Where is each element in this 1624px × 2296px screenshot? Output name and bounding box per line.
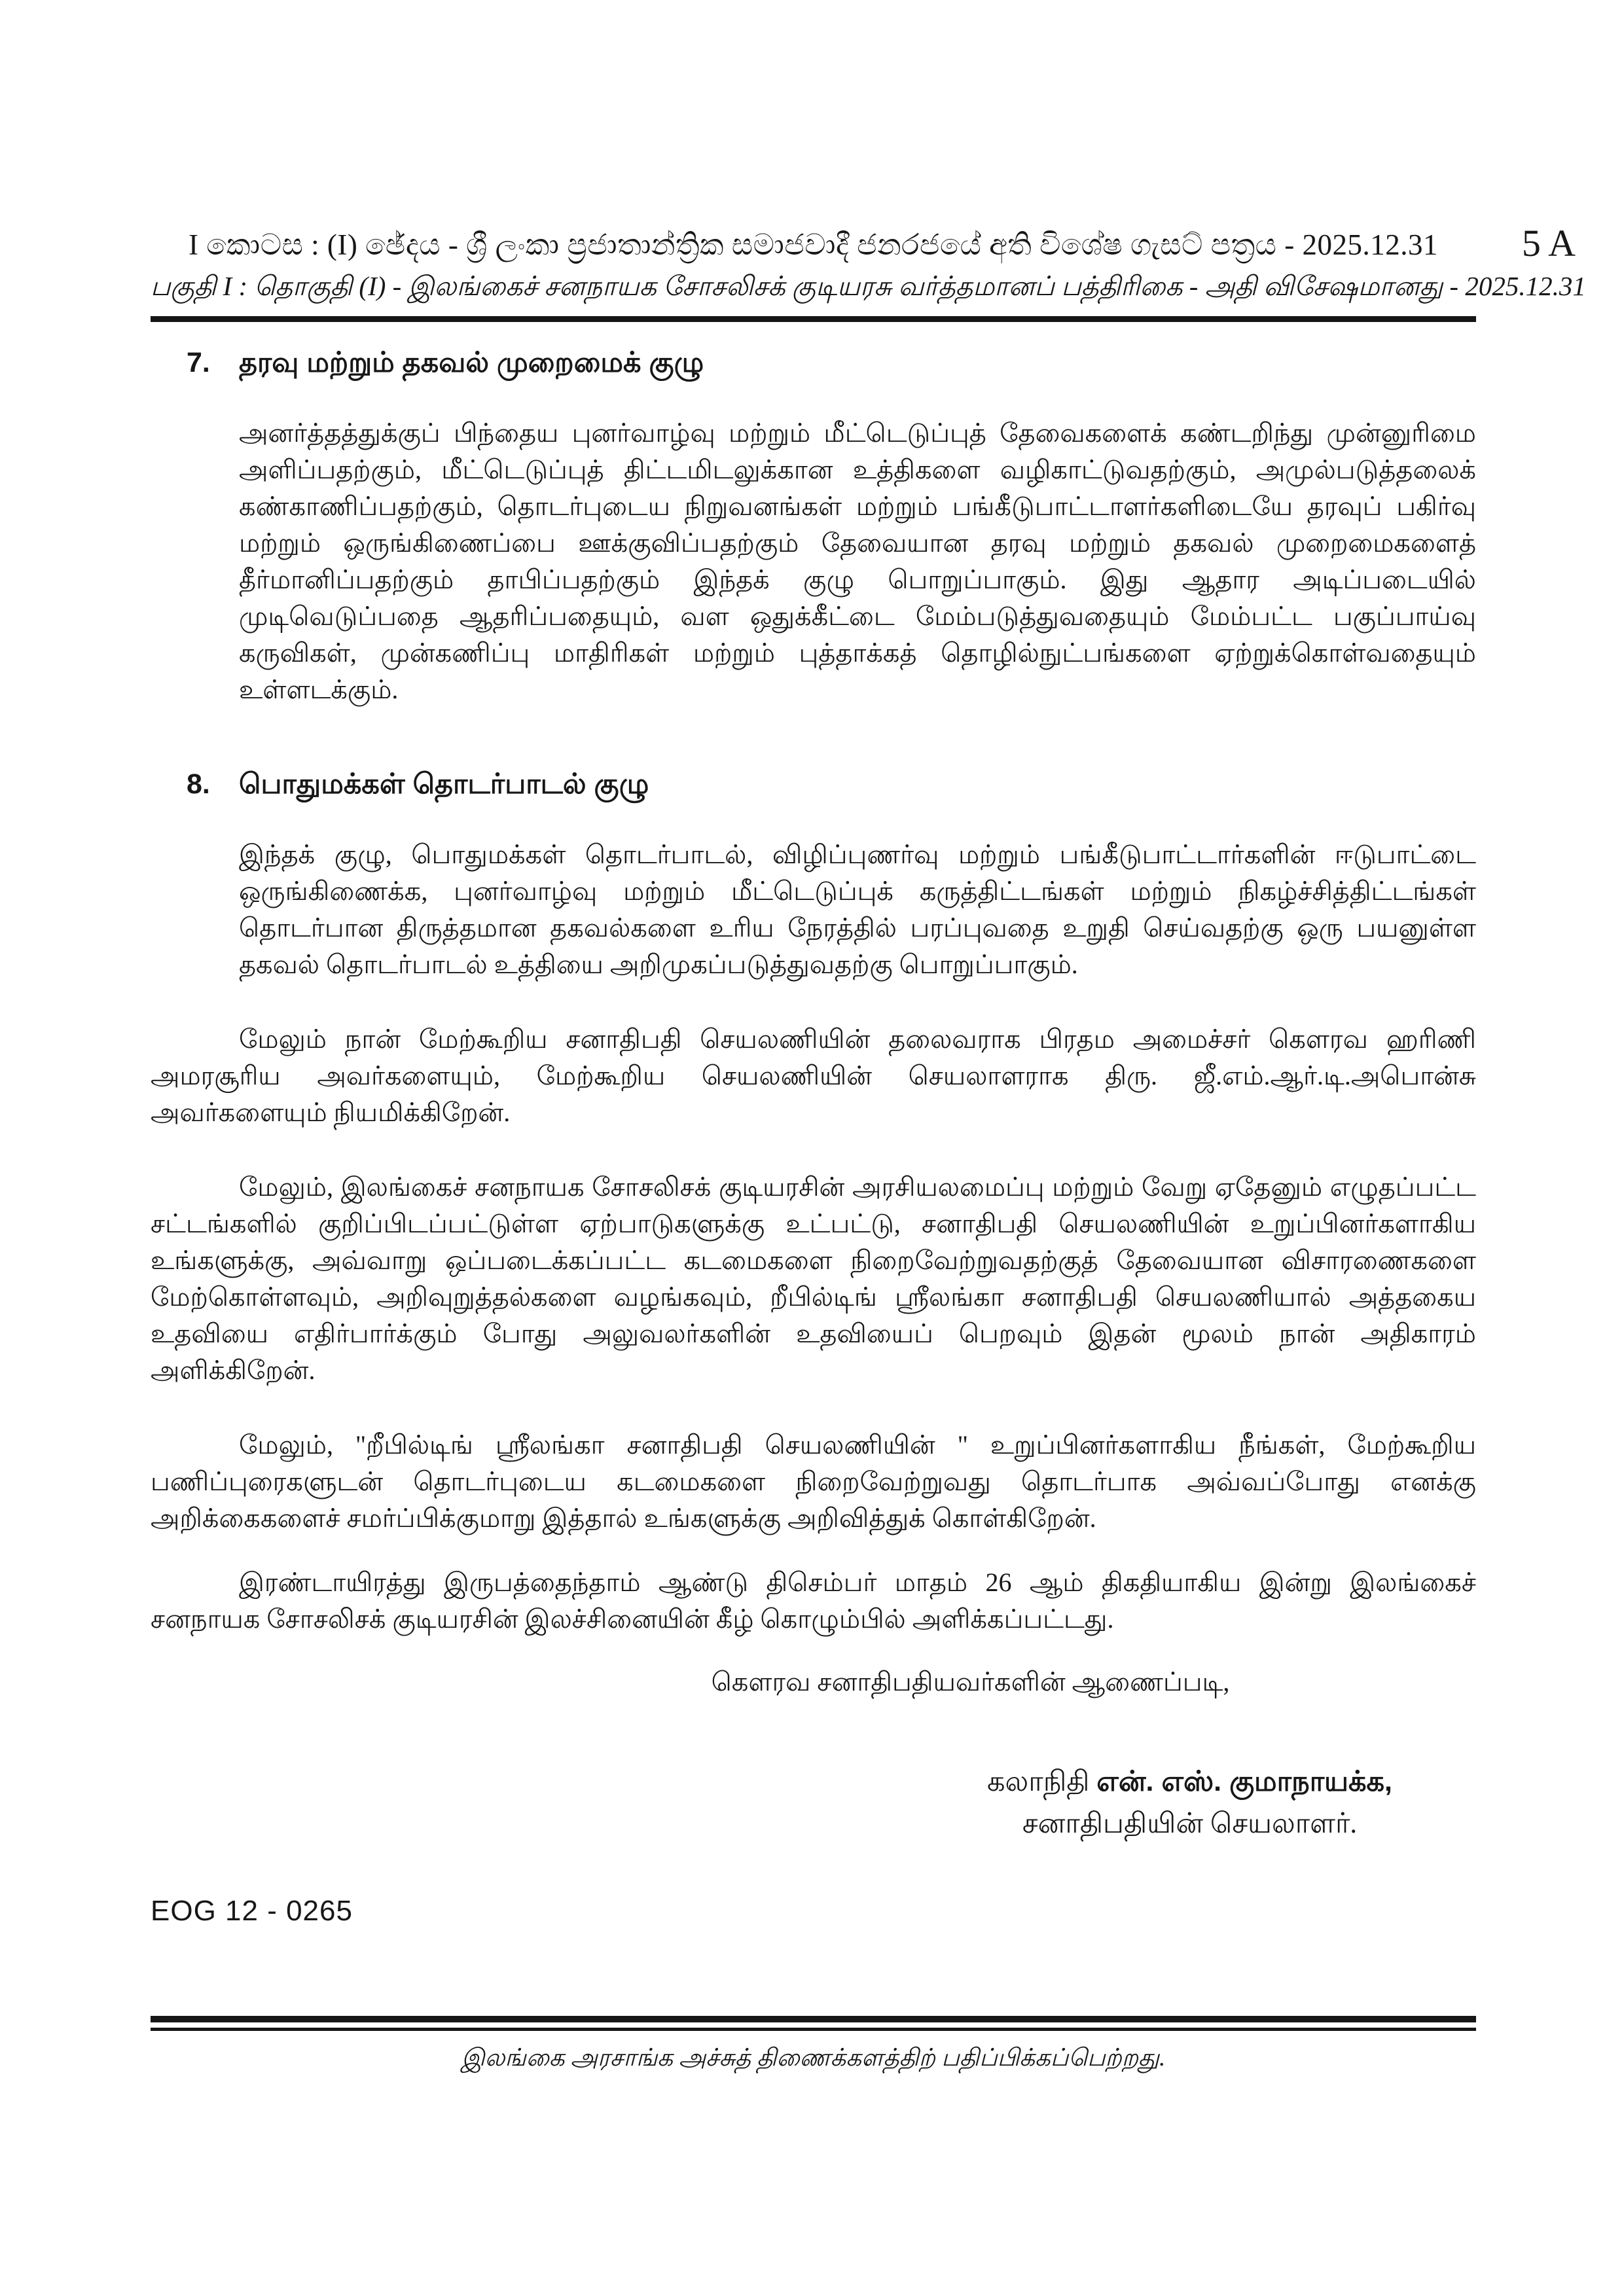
signature-block [151, 1761, 1476, 1845]
footer-rule-thick [151, 2016, 1476, 2022]
section-7-body: அனர்த்தத்துக்குப் பிந்தைய புனர்வாழ்வு மற்றும் மீட்டெடுப்புத் தேவைகளைக் கண்டறிந்து முன்னுரிமை அளிப்பதற்கும், மீட்டெடுப்புத் திட்டமிடலுக்கான உத்திகளை வழிகாட்டுவதற்கும், அமுல்படுத்தலைக் கண்காணிப்பதற்கும், தொடர்புடைய நிறுவனங்கள் மற்றும் பங்கீடுபாட்டாளர்களிடையே தரவுப் பகிர்வு மற்றும் ஒருங்கிணைப்பை ஊக்குவிப்பதற்கும் தேவையான தரவு மற்றும் தகவல் முறைமைகளைத் தீர்மானிப்பதற்கும் தாபிப்பதற்கும் இந்தக் குழு பொறுப்பாகும். இது ஆதார அடிப்படையில் முடிவெடுப்பதை ஆதரிப்பதையும், வள ஒதுக்கீட்டை மேம்படுத்துவதையும் மேம்பட்ட பகுப்பாய்வு கருவிகள், முன்கணிப்பு மாதிரிகள் மற்றும் புத்தாக்கத் தொழில்நுட்பங்களை ஏற்றுக்கொள்வதையும் உள்ளடக்கும். [239, 418, 1476, 704]
paragraph-date-of-issue: இரண்டாயிரத்து இருபத்தைந்தாம் ஆண்டு திசெம்பர் மாதம் 26 ஆம் திகதியாகிய இன்று இலங்கைச் சனநாயக சோசலிசக் குடியரசின் இலச்சினையின் கீழ் கொழும்பில் அளிக்கப்பட்டது. [151, 1568, 1476, 1634]
page-footer [151, 2016, 1476, 2075]
header-sinhala-line: I කොටස : (I) ඡේදය - ශ්‍රී ලංකා ප්‍රජාතාන්ත්‍රික සමාජවාදී ජනරජයේ අති විශේෂ ගැසට් පත්‍රය - 2025.12.31 [188, 228, 1439, 261]
paragraph-authorization: மேலும், இலங்கைச் சனநாயக சோசலிசக் குடியரசின் அரசியலமைப்பு மற்றும் வேறு ஏதேனும் எழுதப்பட்ட சட்டங்களில் குறிப்பிடப்பட்டுள்ள ஏற்பாடுகளுக்கு உட்பட்டு, சனாதிபதி செயலணியின் உறுப்பினர்களாகிய உங்களுக்கு, அவ்வாறு ஒப்படைக்கப்பட்ட கடமைகளை நிறைவேற்றுவதற்குத் தேவையான விசாரணைகளை மேற்கொள்ளவும், அறிவுறுத்தல்களை வழங்கவும், றீபில்டிங் ஸ்ரீலங்கா சனாதிபதி செயலணியால் அத்தகைய உதவியை எதிர்பார்க்கும் போது அலுவலர்களின் உதவியைப் பெறவும் இதன் மூலம் நான் அதிகாரம் அளிக்கிறேன். [151, 1172, 1477, 1385]
section-8-body: இந்தக் குழு, பொதுமக்கள் தொடர்பாடல், விழிப்புணர்வு மற்றும் பங்கீடுபாட்டார்களின் ஈடுபாட்டை ஒருங்கிணைக்க, புனர்வாழ்வு மற்றும் மீட்டெடுப்புக் கருத்திட்டங்கள் மற்றும் நிகழ்ச்சித்திட்டங்கள் தொடர்பான திருத்தமான தகவல்களை உரிய நேரத்தில் பரப்புவதை உறுதி செய்வதற்கு ஒரு பயனுள்ள தகவல் தொடர்பாடல் உத்தியை அறிமுகப்படுத்துவதற்கு பொறுப்பாகும். [239, 840, 1477, 979]
signature-name: என். எஸ். குமாநாயக்க, [1096, 1766, 1392, 1797]
signature-name-prefix: கலாநிதி [987, 1767, 1097, 1797]
section-8 [151, 768, 1476, 983]
printer-imprint: இலங்கை அரசாங்க அச்சுத் திணைக்களத்திற் பதிப்பிக்கப்பெற்றது. [461, 2045, 1166, 2072]
section-7 [151, 347, 1476, 708]
section-8-title: பொதுமக்கள் தொடர்பாடல் குழு [239, 768, 649, 800]
by-order-line: கௌரவ சனாதிபதியவர்களின் ஆணைப்படி, [711, 1667, 1230, 1696]
section-8-heading [151, 768, 1476, 804]
section-8-number: 8. [187, 768, 210, 800]
footer-rule-thin [151, 2028, 1476, 2031]
paragraph-appointment: மேலும் நான் மேற்கூறிய சனாதிபதி செயலணியின் தலைவராக பிரதம அமைச்சர் கௌரவ ஹரிணி அமரசூரிய அவர்களையும், மேற்கூறிய செயலணியின் செயலாளராக திரு. ஜீ.எம்.ஆர்.டி.அபொன்சு அவர்களையும் நியமிக்கிறேன். [151, 1024, 1477, 1127]
eog-reference-number: EOG 12 - 0265 [151, 1895, 353, 1927]
signature-name-line [987, 1761, 1392, 1803]
header-tamil-line: பகுதி I : தொகுதி (I) - இலங்கைச் சனநாயக சோசலிசக் குடியரசு வர்த்தமானப் பத்திரிகை - அதி விசேஷமானது - 2025.12.31 [151, 271, 1586, 301]
signature-title: சனாதிபதியின் செயலாளர். [1022, 1808, 1358, 1839]
signature-inner [987, 1761, 1392, 1845]
section-7-number: 7. [187, 347, 210, 378]
section-7-heading [151, 347, 1476, 382]
page-number: 5 A [1521, 222, 1576, 264]
header-rule [151, 316, 1476, 322]
section-7-title: தரவு மற்றும் தகவல் முறைமைக் குழு [239, 347, 704, 378]
paragraph-reporting: மேலும், "றீபில்டிங் ஸ்ரீலங்கா சனாதிபதி செயலணியின் " உறுப்பினர்களாகிய நீங்கள், மேற்கூறிய பணிப்புரைகளுடன் தொடர்புடைய கடமைகளை நிறைவேற்றுவது தொடர்பாக அவ்வப்போது எனக்கு அறிக்கைகளைச் சமர்ப்பிக்குமாறு இத்தால் உங்களுக்கு அறிவித்துக் கொள்கிறேன். [151, 1430, 1476, 1533]
